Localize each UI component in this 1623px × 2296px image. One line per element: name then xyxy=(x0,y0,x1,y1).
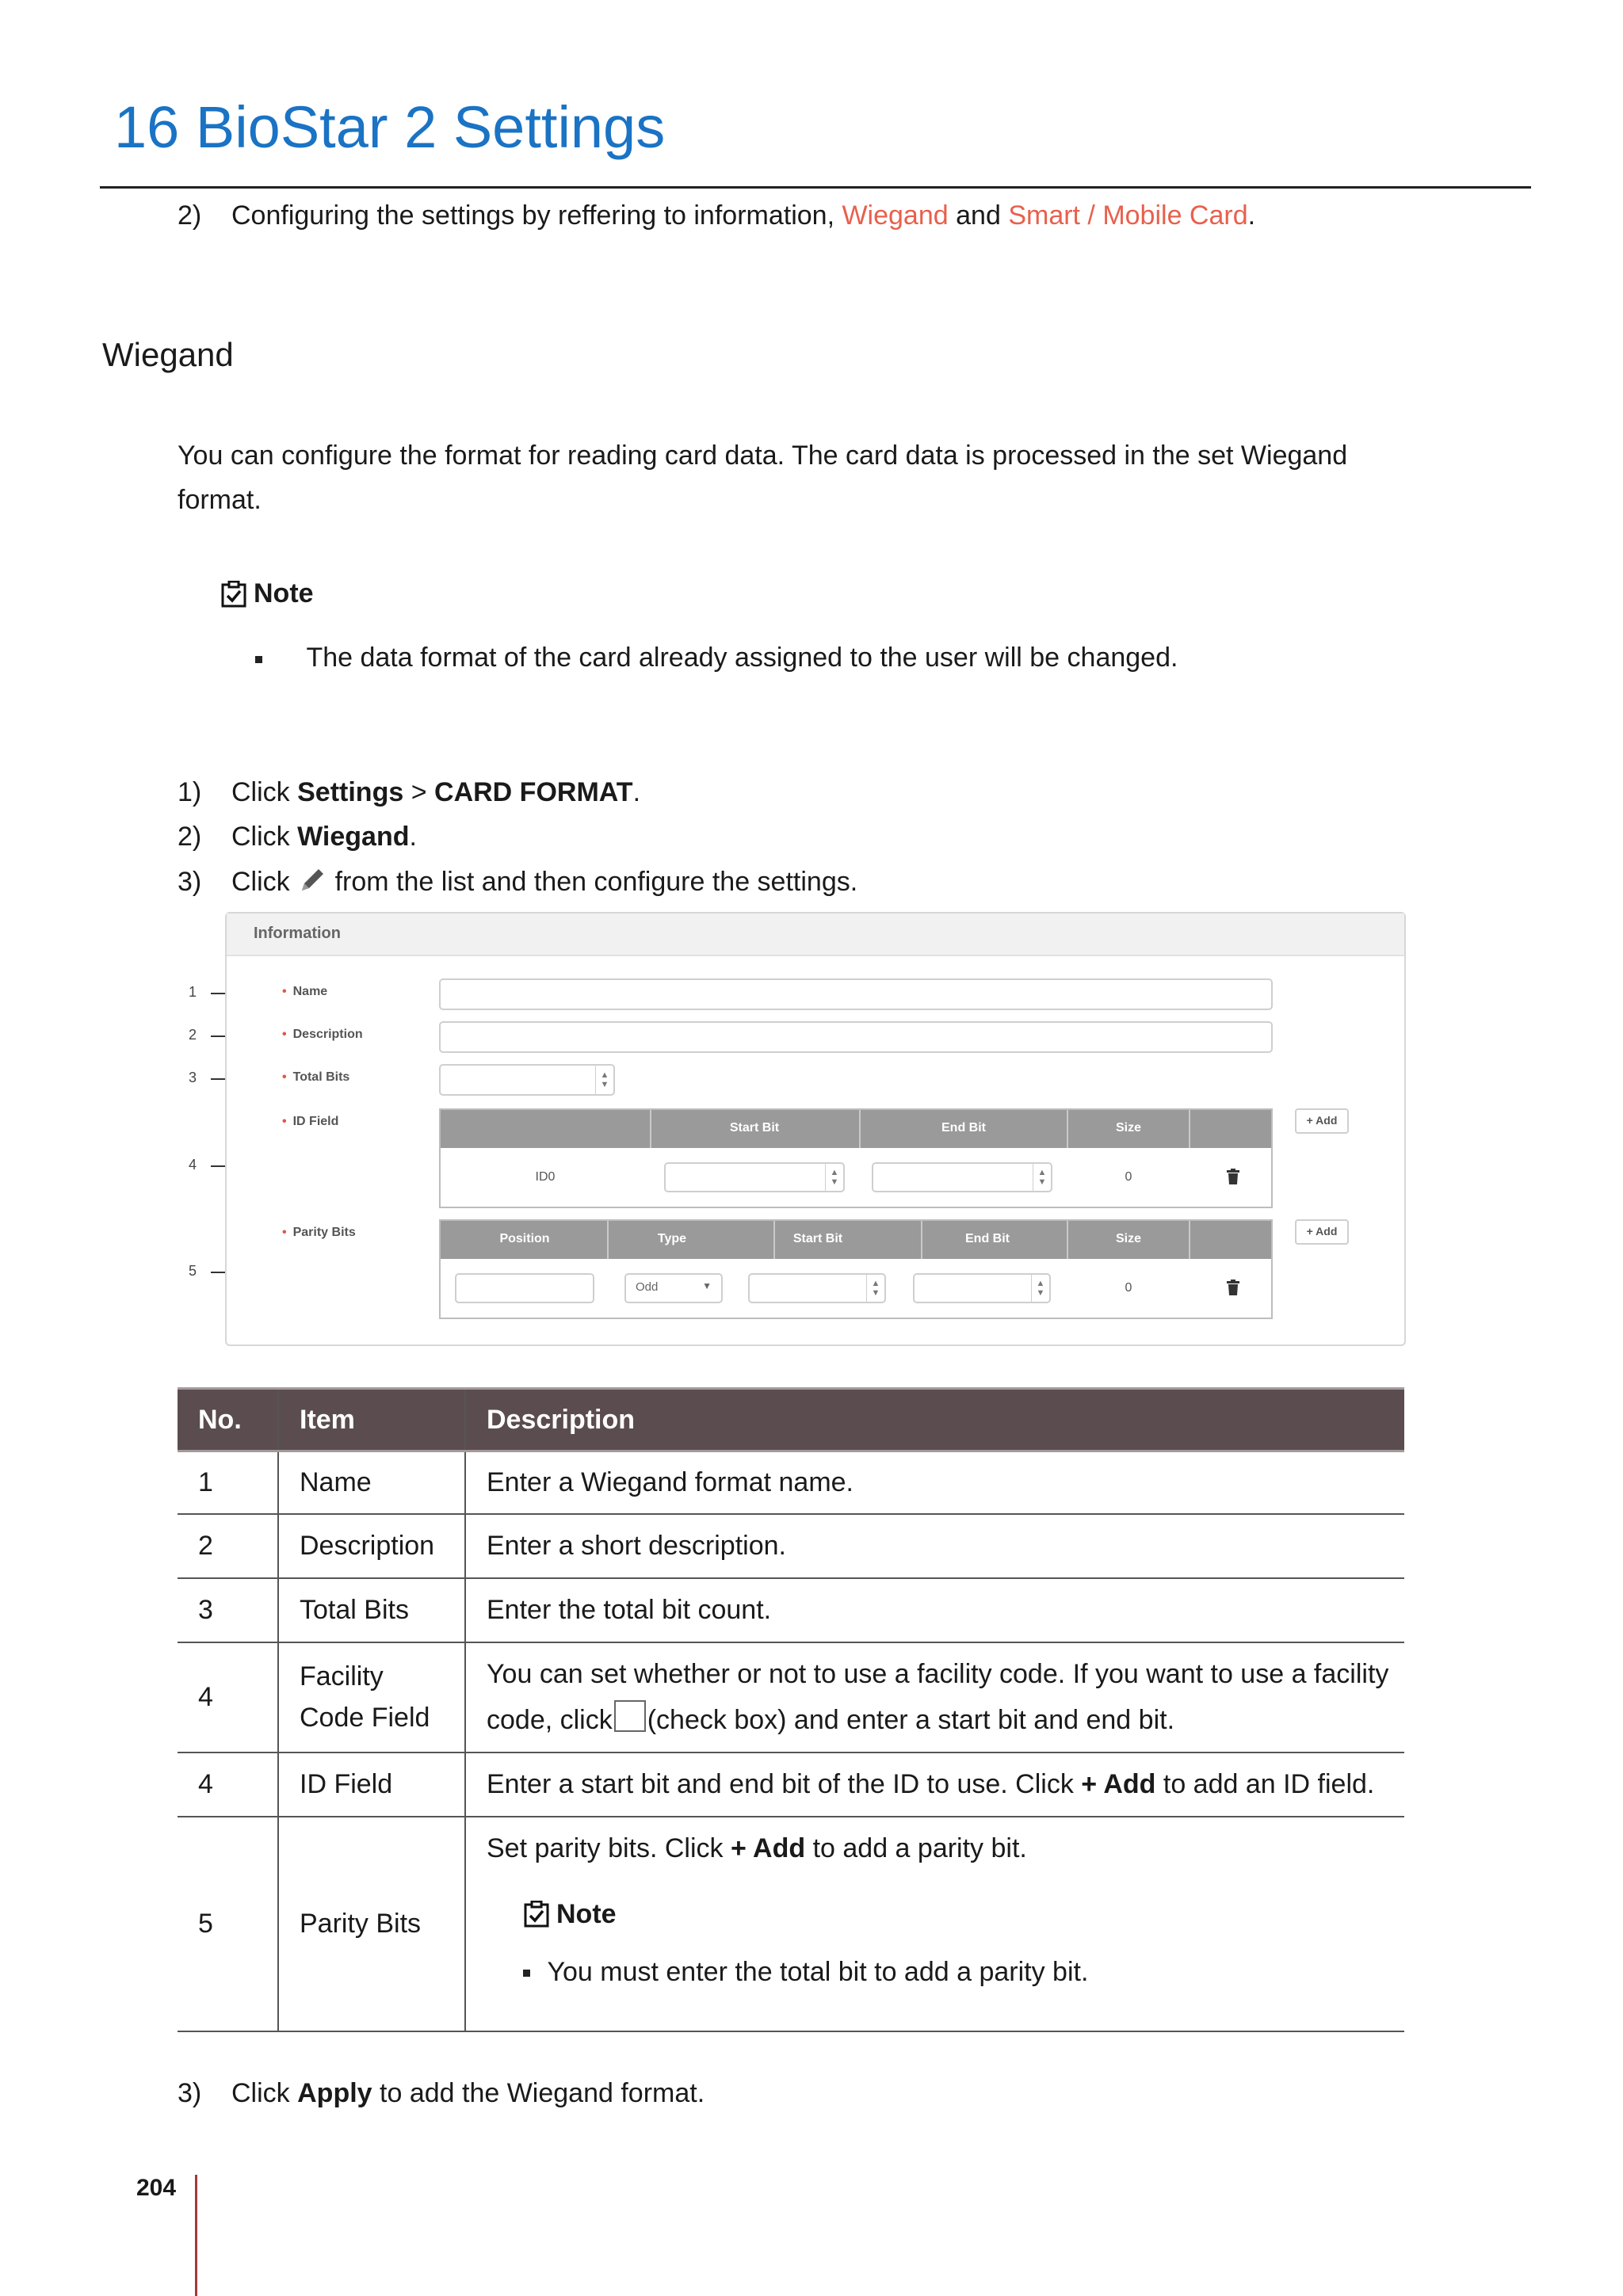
step-separator: > xyxy=(411,777,427,807)
parity-position-input[interactable] xyxy=(455,1273,594,1303)
row-number: 4 xyxy=(178,1642,278,1753)
column-header: End Bit xyxy=(965,1232,1010,1245)
table-row xyxy=(178,1451,1404,1514)
wiegand-link[interactable]: Wiegand xyxy=(842,200,949,231)
step-3 xyxy=(178,865,857,898)
intro-period: . xyxy=(1247,200,1256,231)
table-header: No. xyxy=(178,1389,278,1451)
settings-screenshot xyxy=(225,912,1406,1346)
id-field-table xyxy=(439,1108,1273,1208)
column-header: Size xyxy=(1115,1232,1142,1245)
column-header: End Bit xyxy=(941,1121,986,1135)
column-header: Start Bit xyxy=(792,1232,843,1245)
note-label: Note xyxy=(254,578,314,608)
smart-mobile-card-link[interactable]: Smart / Mobile Card xyxy=(1008,200,1248,231)
row-description: Enter the total bit count. xyxy=(465,1578,1404,1642)
table-row xyxy=(178,1578,1404,1642)
step-number: 2) xyxy=(178,822,202,852)
id-row-label: ID0 xyxy=(535,1170,556,1184)
row-item: ID Field xyxy=(278,1753,465,1817)
id-start-bit-stepper[interactable]: ▲ ▼ xyxy=(664,1162,845,1192)
column-header: Size xyxy=(1115,1121,1142,1135)
table-row xyxy=(178,1817,1404,2031)
note-heading xyxy=(523,1899,1404,1930)
wiegand-label: Wiegand xyxy=(297,822,410,852)
row-number: 4 xyxy=(178,1753,278,1817)
add-parity-bit-button[interactable]: + Add xyxy=(1295,1219,1349,1245)
step-text: Click xyxy=(231,822,290,852)
page-number: 204 xyxy=(136,2175,177,2201)
row-item: Parity Bits xyxy=(278,1817,465,2031)
intro-and: and xyxy=(956,200,1001,231)
column-header: Start Bit xyxy=(729,1121,780,1135)
step-number: 3) xyxy=(178,2078,202,2108)
note-item xyxy=(523,1957,1404,1988)
note-heading xyxy=(220,578,314,609)
total-bits-stepper[interactable]: ▲ ▼ xyxy=(439,1064,615,1096)
section-title: Wiegand xyxy=(102,336,234,373)
step-number: 3) xyxy=(178,867,202,897)
card-format-label: CARD FORMAT xyxy=(434,777,633,807)
chapter-title: 16 BioStar 2 Settings xyxy=(114,94,666,160)
step-2 xyxy=(178,821,417,852)
step-text: Click xyxy=(231,867,290,897)
pencil-icon xyxy=(297,865,327,895)
checkbox-icon xyxy=(614,1700,646,1732)
parity-start-bit-stepper[interactable]: ▲ ▼ xyxy=(748,1273,886,1303)
description-field-label: • Description xyxy=(282,1028,363,1041)
callout-4: 4 xyxy=(189,1157,197,1173)
clipboard-check-icon xyxy=(220,581,247,608)
apply-label: Apply xyxy=(297,2078,372,2108)
step-text: from the list and then configure the settings. xyxy=(334,867,858,897)
clipboard-check-icon xyxy=(523,1901,550,1928)
table-row xyxy=(178,1514,1404,1578)
parity-type-value: Odd xyxy=(636,1280,659,1294)
id-field-label: • ID Field xyxy=(282,1115,339,1128)
parity-end-bit-stepper[interactable]: ▲ ▼ xyxy=(913,1273,1051,1303)
step-text: Click xyxy=(231,2078,290,2108)
total-bits-field-label: • Total Bits xyxy=(282,1070,350,1084)
note-item-text: You must enter the total bit to add a parity bit. xyxy=(547,1956,1089,1987)
bullet-icon xyxy=(255,656,262,663)
footer-rule xyxy=(195,2175,197,2296)
row-description: Enter a short description. xyxy=(465,1514,1404,1578)
parity-size-value: 0 xyxy=(1125,1281,1132,1295)
settings-table xyxy=(178,1387,1404,2032)
parity-bits-table xyxy=(439,1219,1273,1319)
row-number: 5 xyxy=(178,1817,278,2031)
description-input[interactable] xyxy=(439,1021,1273,1053)
table-row xyxy=(178,1753,1404,1817)
table-header: Description xyxy=(465,1389,1404,1451)
intro-step xyxy=(178,200,1255,231)
screenshot-header xyxy=(227,913,1404,956)
screenshot-header-label: Information xyxy=(254,925,341,942)
row-description: Set parity bits. Click + Add to add a parity bit. Note You must enter the total bit to add a parity bit. xyxy=(465,1817,1404,2031)
note-item-text: The data format of the card already assigned to the user will be changed. xyxy=(306,643,1178,673)
final-step xyxy=(178,2077,705,2109)
row-item: Facility Code Field xyxy=(278,1642,465,1753)
description-line-1: You can configure the format for reading card data. The card data is processed in the set Wiegand xyxy=(178,441,1348,471)
row-number: 2 xyxy=(178,1514,278,1578)
row-item: Total Bits xyxy=(278,1578,465,1642)
step-1 xyxy=(178,776,640,808)
row-number: 3 xyxy=(178,1578,278,1642)
note-item xyxy=(255,642,1178,673)
parity-type-select[interactable] xyxy=(624,1273,723,1303)
step-period: . xyxy=(409,822,417,852)
parity-bits-field-label: • Parity Bits xyxy=(282,1226,356,1239)
bullet-icon xyxy=(523,1970,530,1977)
row-description: Enter a start bit and end bit of the ID to use. Click + Add to add an ID field. xyxy=(465,1753,1404,1817)
header-rule xyxy=(100,186,1531,189)
settings-menu-label: Settings xyxy=(297,777,404,807)
table-header: Item xyxy=(278,1389,465,1451)
row-description: You can set whether or not to use a facility code. If you want to use a facility code, click (check box) and enter a start bit and end bit. xyxy=(465,1642,1404,1753)
column-header: Position xyxy=(499,1232,550,1245)
note-label: Note xyxy=(556,1898,617,1929)
row-description: Enter a Wiegand format name. xyxy=(465,1451,1404,1514)
id-end-bit-stepper[interactable]: ▲ ▼ xyxy=(872,1162,1052,1192)
column-header: Type xyxy=(657,1232,687,1245)
step-number: 1) xyxy=(178,777,202,807)
row-item: Name xyxy=(278,1451,465,1514)
step-period: . xyxy=(632,777,641,807)
chevron-down-icon: ▼ xyxy=(702,1280,712,1291)
id-size-value: 0 xyxy=(1125,1170,1132,1184)
callout-3: 3 xyxy=(189,1070,197,1085)
callout-5: 5 xyxy=(189,1263,197,1279)
row-item: Description xyxy=(278,1514,465,1578)
row-number: 1 xyxy=(178,1451,278,1514)
trash-icon[interactable] xyxy=(1227,1280,1239,1295)
name-field-label: • Name xyxy=(282,985,328,998)
description-line-2: format. xyxy=(178,485,262,515)
intro-text: Configuring the settings by reffering to information, xyxy=(231,200,835,231)
step-number: 2) xyxy=(178,200,202,231)
step-text: Click xyxy=(231,777,290,807)
callout-2: 2 xyxy=(189,1027,197,1043)
step-text: to add the Wiegand format. xyxy=(380,2078,705,2108)
name-input[interactable] xyxy=(439,978,1273,1010)
add-id-field-button[interactable]: + Add xyxy=(1295,1108,1349,1134)
table-row xyxy=(178,1642,1404,1753)
trash-icon[interactable] xyxy=(1227,1169,1239,1184)
callout-1: 1 xyxy=(189,984,197,1000)
